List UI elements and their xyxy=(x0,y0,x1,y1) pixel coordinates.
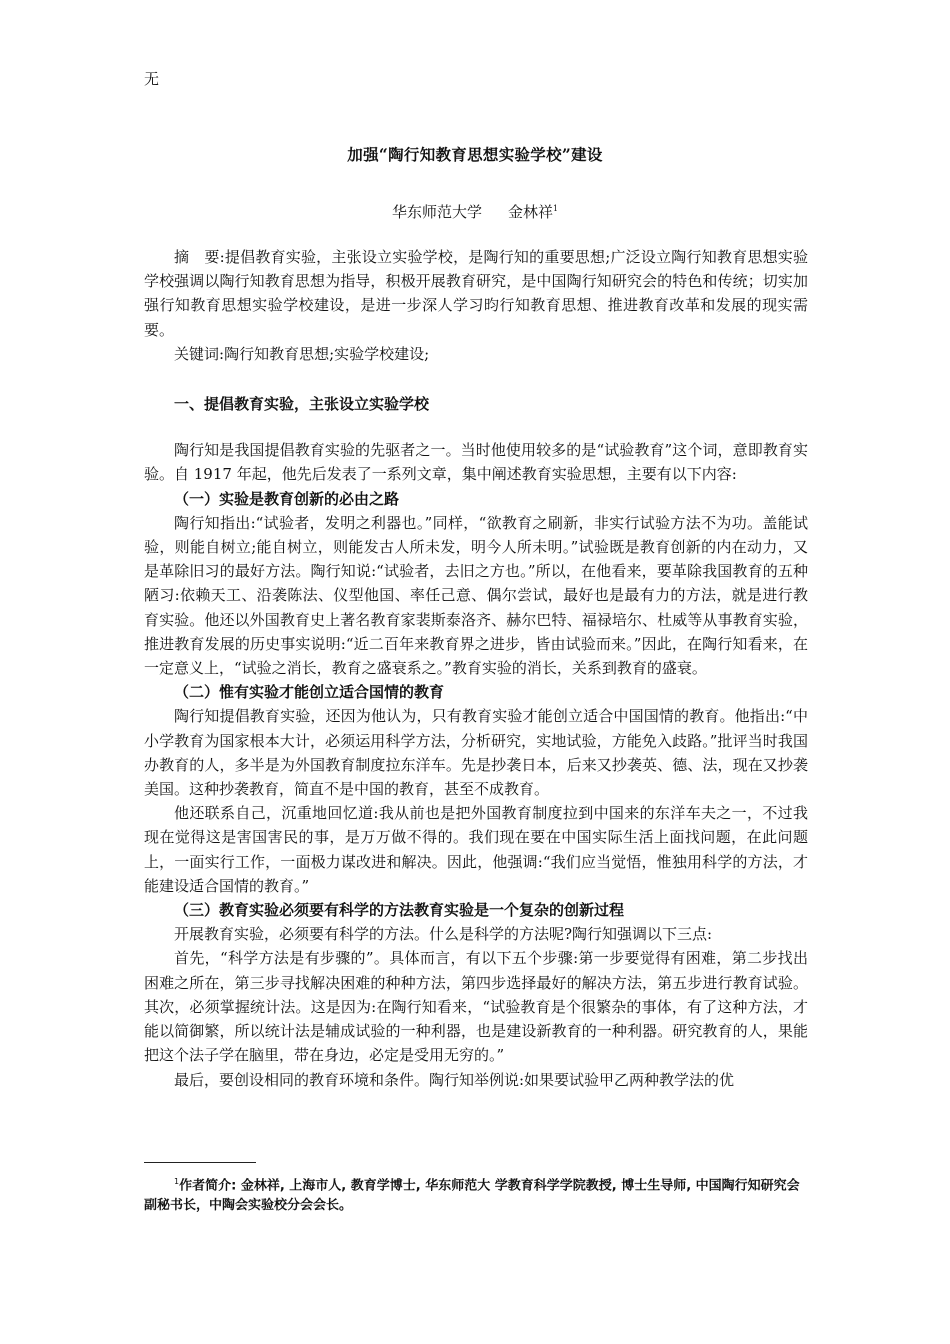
paragraph: 首先，“科学方法是有步骤的”。具体而言，有以下五个步骤:第一步要觉得有困难，第二步找出困难之所在，第三步寻找解决困难的种种方法，第四步选择最好的解决方法，第五步进行教育试验。其次，必须掌握统计法。这是因为:在陶行知看来，“试验教育是个很繁杂的事体，有了这种方法，才能以简御繁，所以统计法是辅成试验的一种利器，也是建设新教育的一种利器。研究教育的人，果能把这个法子学在脑里，带在身边，必定是受用无穷的。” xyxy=(144,949,808,1065)
author-affiliation: 华东师范大学 xyxy=(391,203,482,221)
keywords-label: 关键词: xyxy=(174,344,225,363)
keywords-text: 陶行知教育思想;实验学校建设; xyxy=(224,344,430,363)
abstract-text: 提倡教育实验，主张设立实验学校，是陶行知的重要思想;广泛设立陶行知教育思想实验学校强调以陶行知教育思想为指导，积极开展教育研究，是中国陶行知研究会的特色和传统；切实加强行知教育思想实验学校建设，是进一步深人学习昀行知教育思想、推进教育改革和发展的现实需要。 xyxy=(144,248,809,339)
abstract xyxy=(144,245,808,342)
author-name: 金林祥 xyxy=(507,203,553,221)
section-heading: 一、提倡教育实验，主张设立实验学校 xyxy=(174,395,430,414)
paragraph: 他还联系自己，沉重地回忆道:我从前也是把外国教育制度拉到中国来的东洋车夫之一，不过我现在觉得这是害国害民的事，是万万做不得的。我们现在要在中国实际生活上面找问题，在此问题上，一面实行工作，一面极力谋改进和解决。因此，他强调:“我们应当觉悟，惟独用科学的方法，才能建设适合国情的教育。” xyxy=(144,804,808,895)
footnote xyxy=(144,1172,808,1216)
author-line xyxy=(144,201,806,222)
section-intro-paragraph: 陶行知是我国提倡教育实验的先驱者之一。当时他使用较多的是“试验教育”这个词，意即教育实验。自 1917 年起，他先后发表了一系列文章，集中阐述教育实验思想，主要有以下内容: xyxy=(144,441,808,484)
paragraph: 陶行知提倡教育实验，还因为他认为，只有教育实验才能创立适合中国国情的教育。他指出:“中小学教育为国家根本大计，必须运用科学方法，分析研究，实地试验，方能免入歧路。”批评当时我国办教育的人，多半是为外国教育制度拉东洋车。先是抄袭日本，后来又抄袭英、德、法，现在又抄袭美国。这种抄袭教育，简直不是中国的教育，甚至不成教育。 xyxy=(144,707,808,799)
paragraph: 陶行知指出:“试验者，发明之利器也。”同样，“欲教育之刷新，非实行试验方法不为功。盖能试验，则能自树立;能自树立，则能发古人所未发，明今人所未明。”试验既是教育创新的内在动力，又是革除旧习的最好方法。陶行知说:“试验者，去旧之方也。”所以，在他看来，要革除我国教育的五种陋习:依赖天工、沿袭陈法、仪型他国、率任己意、偶尔尝试，最好也是最有力的方法，就是进行教育实验。他还以外国教育史上著名教育家裴斯泰洛齐、赫尔巴特、福禄培尔、杜威等从事教育实验，推进教育发展的历史事实说明:“近二百年来教育界之进步，皆由试验而来。”因此，在陶行知看来，在一定意义上，“试验之消长，教育之盛衰系之。”教育实验的消长，关系到教育的盛衰。 xyxy=(144,513,808,678)
author-footnote-ref: 1 xyxy=(552,204,559,213)
keywords xyxy=(144,342,808,366)
abstract-label: 摘 要: xyxy=(174,248,225,266)
subsection-heading-1: （一）实验是教育创新的必由之路 xyxy=(174,489,400,508)
paper-title: 加强“陶行知教育思想实验学校”建设 xyxy=(347,145,603,164)
subsection-heading-2: （二）惟有实验才能创立适合国情的教育 xyxy=(174,683,445,702)
paper-body xyxy=(144,245,808,1092)
footnote-ref: 1 xyxy=(174,1177,180,1186)
header-mark: 无 xyxy=(144,70,160,88)
paragraph: 开展教育实验，必须要有科学的方法。什么是科学的方法呢?陶行知强调以下三点: xyxy=(174,925,713,944)
paragraph: 最后，要创设相同的教育环境和条件。陶行知举例说:如果要试验甲乙两种教学法的优 xyxy=(174,1070,735,1089)
footnote-divider xyxy=(144,1162,256,1163)
subsection-heading-3: （三）教育实验必须要有科学的方法教育实验是一个复杂的创新过程 xyxy=(174,901,625,920)
footnote-text: 作者简介: 金林祥, 上海市人, 教育学博士, 华东师范大 学教育科学学院教授, 博士生导师, 中国陶行知研究会副秘书长，中陶会实验校分会会长。 xyxy=(144,1178,800,1214)
